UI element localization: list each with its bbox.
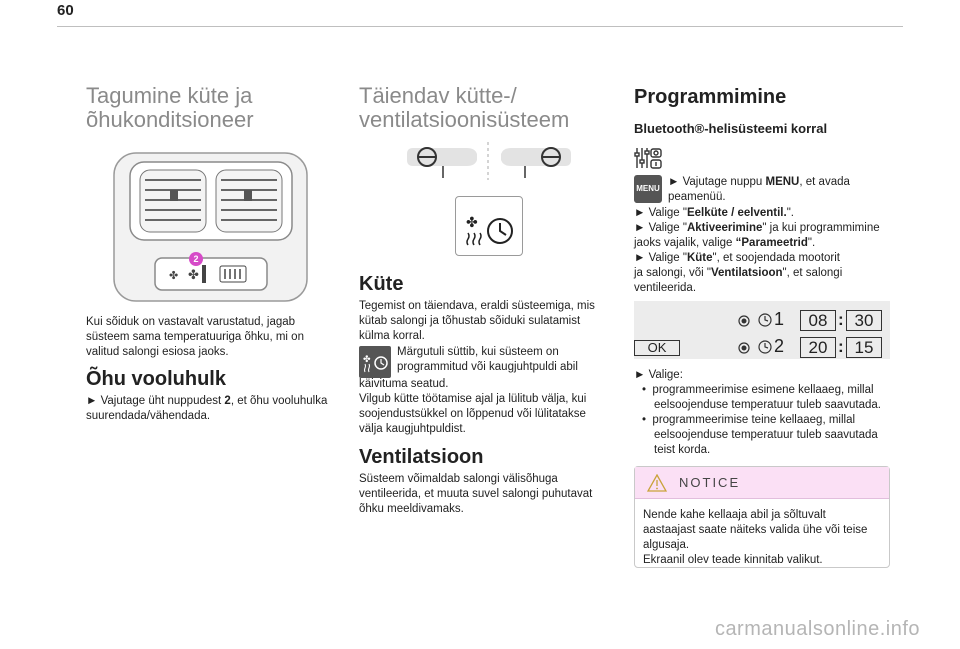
step6-text: ja salongi, või "	[634, 267, 711, 279]
step4-end: ".	[807, 237, 816, 249]
ventilation-heading: Ventilatsioon	[359, 446, 484, 468]
prog2-clock-icon	[758, 340, 772, 359]
heating-line2: kütab salongi ja tõhustab sõiduki sulatamist	[359, 315, 581, 327]
step4-option: “Parameetrid	[735, 237, 808, 249]
notice-line3: algusaja.	[643, 539, 690, 551]
heater-warning-lamp-icon	[359, 346, 391, 378]
bullet1-line1: • programmeerimise esimene kellaaeg, millal	[642, 384, 874, 396]
prog1-hours[interactable]: 08	[800, 310, 836, 331]
notice-line2: aastaajast saate näiteks valida ühe või teise	[643, 524, 868, 536]
page-number: 60	[57, 2, 74, 19]
notice-title: NOTICE	[679, 475, 741, 490]
heating-line3: külma korral.	[359, 330, 425, 342]
heating-line6: käivituma seatud.	[359, 378, 449, 390]
step3-option: Aktiveerimine	[686, 222, 763, 234]
svg-text:✤: ✤	[169, 269, 179, 282]
air-flow-step-text2: , et õhu vooluhulka	[230, 395, 328, 407]
aux-title-line1: Täiendav kütte-/	[359, 83, 517, 108]
bullet2-line3: teist korda.	[654, 444, 711, 456]
bullet2-line2: eelsoojenduse temperatuur tuleb saavutada	[654, 429, 878, 441]
step5-text2: ", et soojendada mootorit	[712, 252, 840, 264]
bullet1-text: programmeerimise esimene kellaaeg, millal	[652, 384, 874, 396]
bluetooth-subheading: Bluetooth®-helisüsteemi korral	[634, 121, 828, 136]
heating-line8: soojendustsükkel on lõppenud või lülitatakse	[359, 408, 586, 420]
step5-option: Küte	[686, 252, 713, 264]
bullet1-line2: eelsoojenduse temperatuur tuleb saavutada.	[654, 399, 881, 411]
step1-text: ► Vajutage nuppu	[668, 176, 766, 188]
step6	[634, 266, 892, 281]
step3	[634, 221, 892, 236]
heating-line4: Märgutuli süttib, kui süsteem on	[397, 346, 559, 358]
heating-line1: Tegemist on täiendava, eraldi süsteemiga, mis	[359, 300, 595, 312]
notice-header	[635, 467, 889, 499]
prog1-radio-icon[interactable]	[738, 314, 750, 332]
notice-line4: Ekraanil olev teade kinnitab valikut.	[643, 554, 823, 566]
notice-line1: Nende kahe kellaaja abil ja sõltuvalt	[643, 509, 826, 521]
ok-button[interactable]: OK	[634, 340, 680, 356]
air-flow-step-line2: suurendada/vähendada.	[86, 410, 211, 422]
step4-text: jaoks vajalik, valige	[634, 237, 736, 249]
rear-climate-desc-line1: Kui sõiduk on vastavalt varustatud, jagab	[86, 316, 296, 328]
step2-end: ".	[786, 207, 794, 219]
rear-climate-title-line1: Tagumine küte ja	[86, 83, 253, 108]
air-flow-step-ref: 2	[224, 395, 231, 407]
air-flow-heading: Õhu vooluhulk	[86, 368, 226, 390]
step7: ventileerida.	[634, 282, 697, 294]
menu-key-icon: MENU	[634, 175, 662, 203]
step4	[634, 236, 892, 251]
heating-heading: Küte	[359, 273, 404, 295]
watermark: carmanualsonline.info	[714, 618, 920, 640]
prog1-clock-icon	[758, 313, 772, 332]
step1-line1	[668, 175, 890, 190]
settings-icon	[634, 146, 664, 170]
step2	[634, 206, 892, 221]
step1-menu: MENU	[765, 176, 800, 188]
step5-text: ► Valige "	[634, 252, 687, 264]
step2-option: Eelküte / eelventil.	[686, 207, 787, 219]
prog1-number: 1	[774, 309, 785, 329]
warning-triangle-icon	[647, 474, 667, 492]
step1-text2: , et avada	[799, 176, 850, 188]
bullet2-line1: • programmeerimise teine kellaaeg, millal	[642, 414, 856, 426]
programming-heading: Programmimine	[634, 86, 787, 108]
ventilation-line2: ventileerida, et muuta suvel salongi puhutavat	[359, 488, 593, 500]
svg-text:✤: ✤	[188, 268, 199, 283]
step2-text: ► Valige "	[634, 207, 687, 219]
select-step: ► Valige:	[634, 369, 683, 381]
prog1-minutes[interactable]: 30	[846, 310, 882, 331]
step3-text: ► Valige "	[634, 222, 687, 234]
prog2-minutes[interactable]: 15	[846, 337, 882, 358]
step1-line2: peamenüü.	[668, 191, 726, 203]
rear-climate-desc-line3: valitud salongi esiosa jaoks.	[86, 346, 229, 358]
prog2-radio-icon[interactable]	[738, 341, 750, 359]
steering-wheel-diagram	[405, 140, 575, 182]
step6-option: Ventilatsioon	[710, 267, 783, 279]
heater-indicator-icon	[455, 196, 523, 256]
step6-text2: ", et salongi	[782, 267, 843, 279]
heating-line7: Vilgub kütte töötamise ajal ja lülitub välja, kui	[359, 393, 587, 405]
ventilation-line3: õhku meeldivamaks.	[359, 503, 464, 515]
prog2-hours[interactable]: 20	[800, 337, 836, 358]
step3-text2: " ja kui programmimine	[762, 222, 880, 234]
rear-climate-title-line2: õhukonditsioneer	[86, 107, 254, 132]
rear-vent-illustration	[113, 152, 308, 302]
header-rule	[57, 26, 903, 27]
svg-text:✤: ✤	[363, 355, 371, 365]
step5	[634, 251, 892, 266]
prog2-number: 2	[774, 336, 785, 356]
heating-line5: programmitud või kaugjuhtpuldi abil	[397, 361, 578, 373]
aux-title-line2: ventilatsioonisüsteem	[359, 107, 570, 132]
air-flow-step-line1	[86, 394, 336, 409]
heating-line9: välja kaugjuhtpuldist.	[359, 423, 466, 435]
notice-box	[634, 466, 890, 568]
bullet2-text: programmeerimise teine kellaaeg, millal	[652, 414, 856, 426]
svg-text:✤: ✤	[466, 215, 478, 231]
rear-climate-desc-line2: süsteem sama temperatuuriga õhku, mi on	[86, 331, 304, 343]
air-flow-step-text: ► Vajutage üht nuppudest	[86, 395, 225, 407]
programming-display: OK 1 08 : 30 2 20 : 15	[634, 301, 890, 359]
ventilation-line1: Süsteem võimaldab salongi välisõhuga	[359, 473, 558, 485]
callout-2: 2	[189, 252, 203, 266]
